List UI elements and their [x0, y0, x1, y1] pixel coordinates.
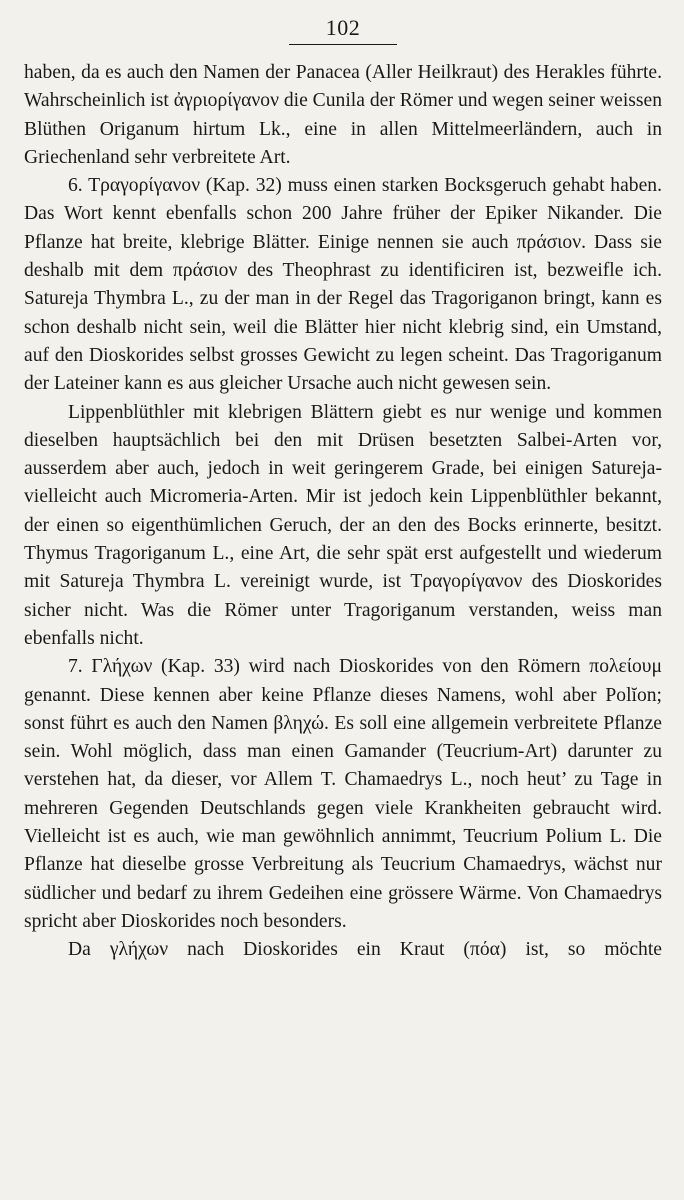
page-number: 102 — [325, 15, 361, 40]
header-rule — [289, 44, 397, 45]
paragraph-krautpoa: Da γλήχων nach Dioskorides ein Kraut (πόα) ist, so möchte — [68, 939, 662, 961]
paragraph-herakles: haben, da es auch den Namen der Panacea (Aller Heilkraut) des Herakles führte. Wahrscheinlich ist ἀγριορίγανον die Cunila der Römer und wegen seiner weissen Blüthen Origanum hirtum Lk., eine in allen Mittelmeerländern, auch in Griechenland sehr verbreitete Art. — [24, 62, 663, 168]
paragraph-glechon: 7. Γλήχων (Kap. 33) wird nach Dioskorides von den Römern πολείουμ genannt. Diese kennen aber keine Pflanze dieses Namens, wohl aber Polĭon; sonst führt es auch den Namen βληχώ. Es soll eine allgemein verbreitete Pflanze sein. Wohl möglich, dass man einen Gamander (Teucrium-Art) darunter zu verstehen hat, da dieser, vor Allem T. Chamaedrys L., noch heut’ zu Tage in mehreren Gegenden Deutschlands gegen viele Krankheiten gebraucht wird. Vielleicht ist es auch, wie man gewöhnlich annimmt, Teucrium Polium L. Die Pflanze hat dieselbe grosse Verbreitung als Teucrium Chamaedrys, wächst nur südlicher und bedarf zu ihrem Gedeihen eine grössere Wärme. Von Chamaedrys spricht aber Dioskorides noch besonders. — [24, 656, 662, 932]
paragraph-tragoriganon: 6. Τραγορίγανον (Kap. 32) muss einen starken Bocksgeruch gehabt haben. Das Wort kennt ebenfalls schon 200 Jahre früher der Epiker Nikander. Die Pflanze hat breite, klebrige Blätter. Einige nennen sie auch πράσιον. Dass sie deshalb mit dem πράσιον des Theophrast zu identificiren ist, bezweifle ich. Satureja Thymbra L., zu der man in der Regel das Tragoriganon bringt, kann es schon deshalb nicht sein, weil die Blätter hier nicht klebrig sind, ein Umstand, auf den Dioskorides selbst grosses Gewicht zu legen scheint. Das Tragoriganum der Lateiner kann es aus gleicher Ursache auch nicht gewesen sein. — [24, 175, 662, 395]
body-text — [24, 59, 662, 965]
paragraph-lippenbluethler: Lippenblüthler mit klebrigen Blättern giebt es nur wenige und kommen dieselben hauptsächlich bei den mit Drüsen besetzten Salbei-Arten vor, ausserdem aber auch, jedoch in weit geringerem Grade, bei einigen Satureja- vielleicht auch Micromeria-Arten. Mir ist jedoch kein Lippenblüthler bekannt, der einen so eigenthümlichen Geruch, der an den des Bocks erinnerte, besitzt. Thymus Tragoriganum L., eine Art, die sehr spät erst aufgestellt und wiederum mit Satureja Thymbra L. vereinigt wurde, ist Τραγορίγανον des Dioskorides sicher nicht. Was die Römer unter Tragoriganum verstanden, weiss man ebenfalls nicht. — [24, 401, 662, 649]
